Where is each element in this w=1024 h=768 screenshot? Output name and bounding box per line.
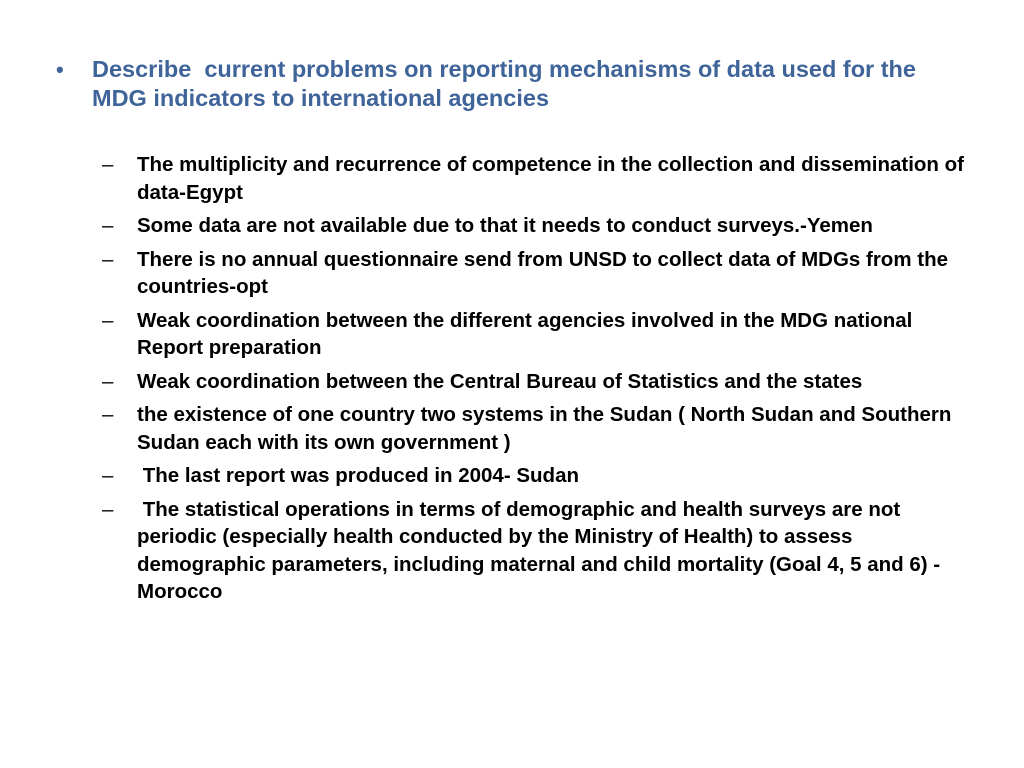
- list-item: [102, 151, 968, 206]
- dash-marker: –: [102, 464, 114, 487]
- list-item: [102, 401, 968, 456]
- list-item-text: The multiplicity and recurrence of competence in the collection and dissemination of data-Egypt: [137, 153, 970, 204]
- list-item-text: The statistical operations in terms of demographic and health surveys are not periodic (especially health conducted by the Ministry of Health) to assess demographic parameters, including maternal and child mortality (Goal 4, 5 and 6) - Morocco: [137, 497, 946, 603]
- dash-marker: –: [102, 369, 114, 393]
- list-item-text: Weak coordination between the Central Bureau of Statistics and the states: [137, 369, 863, 393]
- list-item: [102, 368, 968, 396]
- list-item: [102, 307, 968, 362]
- main-bullet-text: Describe current problems on reporting mechanisms of data used for the MDG indicators to international agencies: [92, 56, 923, 111]
- bullet-marker: •: [56, 57, 64, 82]
- list-item: [102, 246, 968, 301]
- list-item-text: the existence of one country two systems in the Sudan ( North Sudan and Southern Sudan each with its own government ): [137, 403, 958, 454]
- dash-marker: –: [102, 308, 114, 332]
- dash-marker: –: [102, 247, 114, 271]
- sub-bullet-list: [56, 151, 968, 606]
- dash-marker: –: [102, 214, 114, 237]
- dash-marker: –: [102, 153, 114, 176]
- list-item: [102, 212, 968, 240]
- list-item-text: There is no annual questionnaire send from UNSD to collect data of MDGs from the countries-opt: [137, 247, 954, 298]
- list-item-text: The last report was produced in 2004- Sudan: [137, 464, 579, 487]
- dash-marker: –: [102, 403, 114, 426]
- list-item: [102, 496, 968, 606]
- list-item-text: Weak coordination between the different agencies involved in the MDG national Report preparation: [137, 308, 919, 359]
- dash-marker: –: [102, 497, 114, 521]
- main-bullet: [56, 55, 968, 113]
- list-item-text: Some data are not available due to that it needs to conduct surveys.-Yemen: [137, 214, 873, 237]
- list-item: [102, 462, 968, 490]
